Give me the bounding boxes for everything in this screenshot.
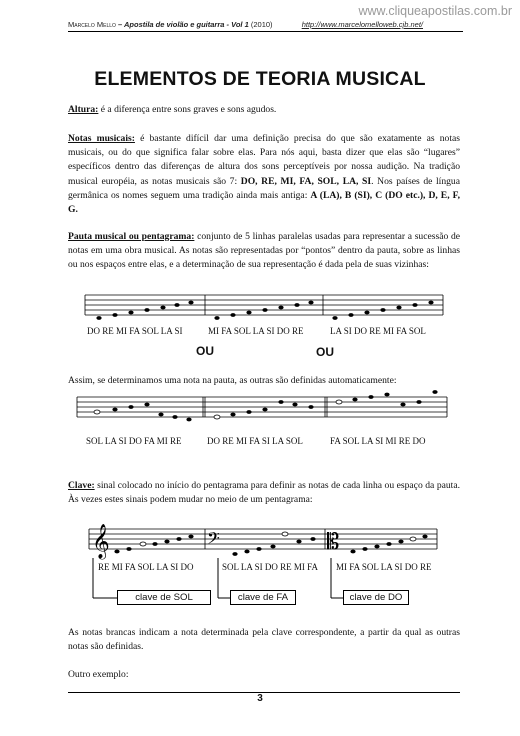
note <box>114 550 119 554</box>
note <box>144 403 149 407</box>
staff-example-2 <box>77 393 449 423</box>
note <box>244 550 249 554</box>
note <box>296 540 301 544</box>
clave-de-fa-box: clave de FA <box>230 590 296 605</box>
text-pauta: conjunto de 5 linhas paralelas usadas para representar a sucessão de notas em uma obra musical. As notas são representadas por “pontos” dentro da pauta, sobre as linhas ou nos espaços entre elas, e a determinação de sua representação é dada pela de suas vizinhas: <box>68 231 461 271</box>
paragraph-outro: Outro exemplo: <box>68 669 129 680</box>
notas-list: DO, RE, MI, FA, SOL, LA, SI <box>240 175 372 187</box>
note <box>352 398 357 402</box>
note <box>262 308 267 312</box>
note <box>362 547 367 551</box>
treble-clef-icon: 𝄞 <box>92 524 110 559</box>
paragraph-notas <box>68 132 460 217</box>
page-header <box>68 20 463 32</box>
term-clave: Clave: <box>68 480 95 491</box>
clave-de-do-box: clave de DO <box>343 590 409 605</box>
note <box>386 542 391 546</box>
notas-german: A (LA), B (SI), C (DO etc.), D, E, F, G. <box>68 189 460 216</box>
text-notas-2: . Nos países de língua germânica os nomes seguem uma tradição ainda mais antiga: <box>68 175 460 201</box>
note <box>278 306 283 310</box>
ou-label-2: OU <box>316 345 334 359</box>
note <box>232 552 237 556</box>
note <box>172 415 177 419</box>
note <box>112 408 117 412</box>
staff1-label-2: MI FA SOL LA SI DO RE <box>208 326 304 336</box>
site-watermark: www.cliqueapostilas.com.br <box>358 4 512 18</box>
note <box>308 405 313 409</box>
note <box>96 316 101 320</box>
clave-de-sol-box: clave de SOL <box>117 590 211 605</box>
staff2-label-1: SOL LA SI DO FA MI RE <box>86 436 182 446</box>
staff2-label-2: DO RE MI FA SI LA SOL <box>207 436 303 446</box>
note <box>164 540 169 544</box>
note <box>380 308 385 312</box>
note <box>308 301 313 305</box>
note <box>230 413 235 417</box>
note <box>422 535 427 539</box>
note <box>294 303 299 307</box>
note <box>112 313 117 317</box>
paragraph-pauta <box>68 230 460 273</box>
note <box>396 306 401 310</box>
note <box>144 308 149 312</box>
staff3-label-3: MI FA SOL LA SI DO RE <box>336 562 432 572</box>
text-clave: sinal colocado no início do pentagrama para definir as notas de cada linha ou espaço da pauta. Às vezes estes sinais podem mudar no meio de um pentagrama: <box>68 480 460 506</box>
text-notas-1: é bastante difícil dar uma definição precisa do que são exatamente as notas musicais, ou do que significa falar sobre elas. Para nós aqui, basta dizer que elas são “lugares” específicos dentro das diferenças de altura dos sons perceptíveis por nossa audição. Na tradição musical européia, as notas musicais são 7: <box>68 133 460 187</box>
header-book: Apostila de violão e guitarra <box>124 20 225 29</box>
paragraph-brancas: As notas brancas indicam a nota determinada pela clave correspondente, a partir da qual as outras notas são definidas. <box>68 627 460 653</box>
note <box>432 390 437 394</box>
note <box>364 311 369 315</box>
white-note <box>410 537 416 541</box>
note <box>128 405 133 409</box>
note <box>374 545 379 549</box>
note <box>230 313 235 317</box>
note <box>152 542 157 546</box>
note <box>398 540 403 544</box>
note <box>262 408 267 412</box>
header-author: Marcelo Mello <box>68 20 116 29</box>
note <box>278 400 283 404</box>
note <box>350 550 355 554</box>
term-altura: Altura: <box>68 104 99 115</box>
note <box>214 316 219 320</box>
page-title: ELEMENTOS DE TEORIA MUSICAL <box>94 68 426 90</box>
white-note <box>282 532 288 536</box>
header-vol: - Vol 1 <box>224 20 249 29</box>
bass-clef-icon: 𝄢 <box>207 528 220 552</box>
header-year: (2010) <box>248 20 273 29</box>
paragraph-assim: Assim, se determinamos uma nota na pauta, as outras são definidas automaticamente: <box>68 375 397 386</box>
white-note <box>336 400 342 404</box>
white-note <box>214 415 220 419</box>
white-note <box>140 542 146 546</box>
header-dash: – <box>115 20 124 29</box>
paragraph-clave <box>68 479 460 507</box>
header-url[interactable]: http://www.marcelomelloweb.cjb.net/ <box>301 20 423 29</box>
note <box>246 410 251 414</box>
ou-label-1: OU <box>196 344 214 358</box>
term-pauta: Pauta musical ou pentagrama: <box>68 231 195 242</box>
staff3-label-2: SOL LA SI DO RE MI FA <box>222 562 319 572</box>
note <box>188 535 193 539</box>
note <box>332 316 337 320</box>
staff-example-1 <box>85 293 445 323</box>
note <box>246 311 251 315</box>
header-left <box>68 20 273 29</box>
note <box>348 313 353 317</box>
note <box>186 418 191 422</box>
note <box>188 301 193 305</box>
note <box>174 303 179 307</box>
note <box>292 403 297 407</box>
note <box>416 400 421 404</box>
note <box>270 545 275 549</box>
note <box>126 547 131 551</box>
alto-clef-icon: 𝄡 <box>327 530 340 555</box>
note <box>160 306 165 310</box>
staff1-label-3: LA SI DO RE MI FA SOL <box>330 326 426 336</box>
note <box>412 303 417 307</box>
text-altura: é a diferença entre sons graves e sons agudos. <box>98 104 277 115</box>
note <box>368 395 373 399</box>
note <box>256 547 261 551</box>
note <box>310 537 315 541</box>
paragraph-altura <box>68 103 460 117</box>
note <box>128 311 133 315</box>
white-note <box>94 410 100 414</box>
staff3-label-1: RE MI FA SOL LA SI DO <box>98 562 194 572</box>
staff-example-3 <box>89 525 439 561</box>
note <box>400 403 405 407</box>
note <box>428 301 433 305</box>
staff2-label-3: FA SOL LA SI MI RE DO <box>330 436 426 446</box>
page-number: 3 <box>257 693 263 704</box>
note <box>176 537 181 541</box>
term-notas: Notas musicais: <box>68 133 135 144</box>
note <box>384 393 389 397</box>
note <box>158 413 163 417</box>
staff1-label-1: DO RE MI FA SOL LA SI <box>87 326 183 336</box>
